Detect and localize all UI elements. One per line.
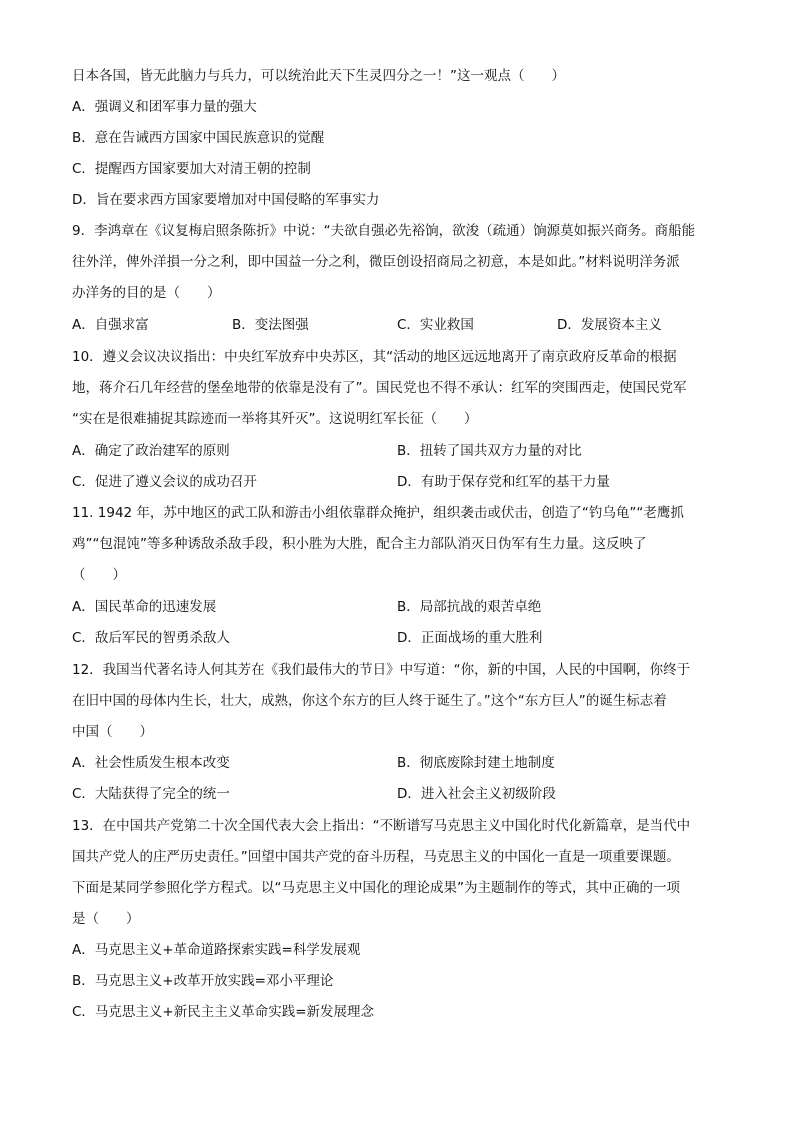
q8-option-d: D．旨在要求西方国家要增加对中国侵略的军事实力 [72,192,380,208]
q9-stem-line: 9．李鸿章在《议复梅启照条陈折》中说：“夫欲自强必先裕饷，欲浚（疏通）饷源莫如振兴商务。商船能 [72,223,696,239]
q11-stem-line: 鸡”“包混饨”等多种诱敌杀敌手段，积小胜为大胜，配合主力部队消灭日伪军有生力量。这反映了 [72,536,647,552]
q11-option-a: A．国民革命的迅速发展 [72,599,217,615]
q11-option-d: D．正面战场的重大胜利 [397,630,543,646]
q11-option-b: B．局部抗战的艰苦卓绝 [397,599,542,615]
q13-option-b: B．马克思主义+改革开放实践=邓小平理论 [72,973,334,989]
q12-stem-line: 中国（ ） [72,724,153,740]
q12-option-a: A．社会性质发生根本改变 [72,755,230,771]
q9-option-d: D．发展资本主义 [557,317,662,333]
q10-stem-line: 地，蒋介石几年经营的堡垒地带的依靠是没有了”。国民党也不得不承认：红军的突围西走，使国民党军 [72,380,687,396]
q11-stem-line: （ ） [72,567,126,583]
q9-option-b: B．变法图强 [232,317,309,333]
q8-option-b: B．意在告诫西方国家中国民族意识的觉醒 [72,130,325,146]
q11-option-c: C．敌后军民的智勇杀敌人 [72,630,230,646]
q10-stem-line: 10．遵义会议决议指出：中央红军放弃中央苏区，其“活动的地区远远地离开了南京政府反革命的根据 [72,349,677,365]
q9-option-c: C．实业救国 [397,317,474,333]
q10-option-d: D．有助于保存党和红军的基干力量 [397,474,610,490]
q12-stem-line: 在旧中国的母体内生长，壮大，成熟，你这个东方的巨人终于诞生了。”这个“东方巨人”的诞生标志着 [72,693,667,709]
q8-stem-end: 日本各国，皆无此脑力与兵力，可以统治此天下生灵四分之一！”这一观点（ ） [72,68,565,84]
q9-option-a: A．自强求富 [72,317,149,333]
q8-option-a: A．强调义和团军事力量的强大 [72,99,257,115]
q12-option-b: B．彻底废除封建土地制度 [397,755,555,771]
q13-stem-line: 国共产党人的庄严历史责任。”回望中国共产党的奋斗历程，马克思主义的中国化一直是一项重要课题。 [72,849,680,865]
q8-option-c: C．提醒西方国家要加大对清王朝的控制 [72,161,311,177]
q10-option-a: A．确定了政治建军的原则 [72,443,230,459]
q10-stem-line: “实在是很难捕捉其踪迹而一举将其歼灭”。这说明红军长征（ ） [72,411,478,427]
q13-stem-line: 13．在中国共产党第二十次全国代表大会上指出：“不断谱写马克思主义中国化时代化新篇章，是当代中 [72,818,691,834]
q10-option-c: C．促进了遵义会议的成功召开 [72,474,257,490]
q13-stem-line: 下面是某同学参照化学方程式。以“马克思主义中国化的理论成果”为主题制作的等式，其中正确的一项 [72,880,680,896]
q13-stem-line: 是（ ） [72,911,140,927]
q12-option-c: C．大陆获得了完全的统一 [72,786,230,802]
q13-option-a: A．马克思主义+革命道路探索实践=科学发展观 [72,942,361,958]
q10-option-b: B．扭转了国共双方力量的对比 [397,443,582,459]
q11-stem-line: 11. 1942 年，苏中地区的武工队和游击小组依靠群众掩护，组织袭击或伏击，创造了“钓乌龟”“老鹰抓 [72,505,684,521]
q9-stem-line: 办洋务的目的是（ ） [72,285,221,301]
q13-option-c: C．马克思主义+新民主主义革命实践=新发展理念 [72,1004,375,1020]
q12-stem-line: 12．我国当代著名诗人何其芳在《我们最伟大的节日》中写道：“你，新的中国，人民的中国啊，你终于 [72,662,691,678]
q12-option-d: D．进入社会主义初级阶段 [397,786,556,802]
q9-stem-line: 往外洋，俾外洋損一分之利，即中国益一分之利，微臣创设招商局之初意，本是如此。”材料说明洋务派 [72,254,680,270]
